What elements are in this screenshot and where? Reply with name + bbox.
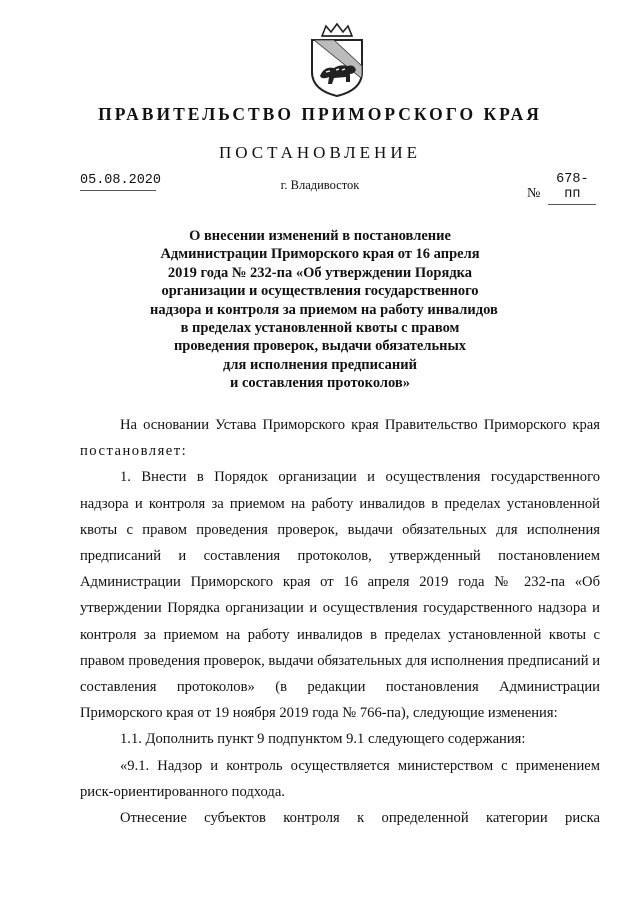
decree-word: постановляет: [80,443,188,460]
title-line: для исполнения предписаний [223,356,417,373]
number-sign: № [527,186,541,201]
document-date: 05.08.2020 [80,173,156,191]
coat-of-arms-emblem [304,22,370,98]
continuation-paragraph: Отнесение субъектов контроля к определенной категории риска [120,810,600,827]
title-line: надзора и контроля за приемом на работу инвалидов [150,301,498,318]
title-line: О внесении изменений в постановление [189,228,451,244]
clause-1-paragraph: 1. Внести в Порядок организации и осуществления государственного надзора и контроля за приемом на работу инвалидов в пределах установленной квоты с правом проведения проверок, выдачи обязательных для исполнения предписаний и составления протоколов, утвержденный постановлением Администрации Приморского края от 16 апреля 2019 года № 232-па «Об утверждении Порядка организации и осуществления государственного надзора и контроля за приемом на работу инвалидов в пределах установленной квоты с правом проведения проверок, выдачи обязательных для исполнения предписаний и составления протоколов» (в редакции постановления Администрации Приморского края от 19 ноября 2019 года № 766-па), следующие изменения: [80,469,600,722]
title-line: 2019 года № 232-па «Об утверждении Порядка [167,264,473,281]
clause-1-1-paragraph: 1.1. Дополнить пункт 9 подпунктом 9.1 следующего содержания: [120,731,526,748]
title-line: организации и осуществления государственного [161,283,479,300]
document-city: г. Владивосток [280,178,360,192]
government-name: ПРАВИТЕЛЬСТВО ПРИМОРСКОГО КРАЯ [98,104,542,124]
title-line: в пределах установленной квоты с правом [180,320,460,337]
title-line: Администрации Приморского края от 16 апреля [160,246,480,263]
document-title [150,227,498,393]
document-body [80,412,600,831]
title-line: проведения проверок, выдачи обязательных [173,338,467,355]
preamble-text: На основании Устава Приморского края Правительство Приморского края [120,417,600,433]
document-type: ПОСТАНОВЛЕНИЕ [218,143,421,162]
document-number: 678-пп [548,172,596,205]
title-line: и составления протоколов» [229,375,411,392]
document-number-block [527,172,596,205]
clause-9-1-paragraph: «9.1. Надзор и контроль осуществляется министерством с применением риск-ориентированного подхода. [80,757,600,800]
preamble-paragraph [80,412,600,464]
